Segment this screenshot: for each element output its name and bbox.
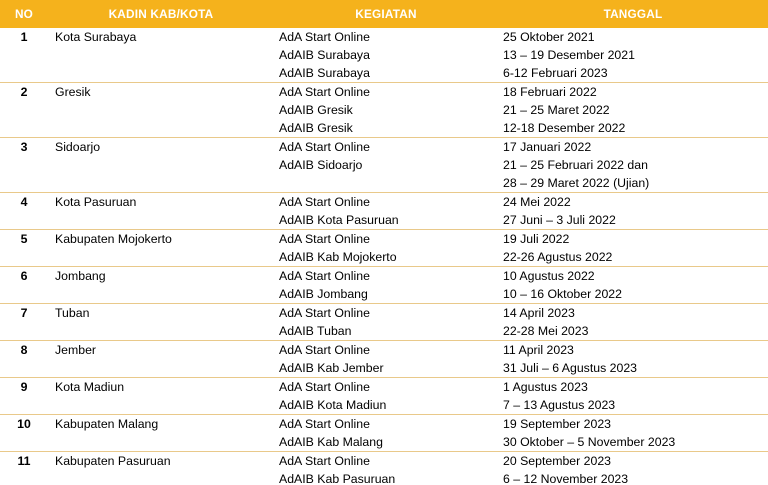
- cell-tanggal: 21 – 25 Februari 2022 dan: [503, 158, 648, 172]
- cell-kadin: [48, 211, 274, 230]
- table-row: [0, 28, 768, 46]
- cell-tanggal: 24 Mei 2022: [498, 193, 768, 212]
- cell-kadin: Kota Surabaya: [55, 30, 137, 44]
- table-row: [0, 322, 768, 341]
- cell-kegiatan: AdAIB Sidoarjo: [279, 158, 363, 172]
- cell-kadin: [48, 396, 274, 415]
- table-row: [0, 211, 768, 230]
- cell-kadin: Jombang: [48, 267, 274, 286]
- cell-kadin: [48, 64, 274, 83]
- cell-tanggal: 11 April 2023: [498, 341, 768, 360]
- cell-no: [0, 119, 48, 138]
- cell-no: [0, 211, 48, 230]
- cell-kadin: Gresik: [48, 83, 274, 102]
- cell-tanggal: 10 – 16 Oktober 2022: [503, 287, 622, 301]
- cell-kadin: [48, 101, 274, 119]
- cell-kegiatan: AdAIB Gresik: [279, 103, 353, 117]
- cell-kegiatan: AdAIB Kab Pasuruan: [279, 472, 396, 485]
- cell-kadin: [48, 285, 274, 304]
- cell-tanggal: 1 Agustus 2023: [498, 378, 768, 397]
- cell-no: [0, 64, 48, 83]
- cell-kegiatan: AdA Start Online: [274, 230, 498, 249]
- table-row: [0, 156, 768, 174]
- table-row: [0, 248, 768, 267]
- cell-tanggal: 28 – 29 Maret 2022 (Ujian): [503, 176, 650, 190]
- cell-kegiatan: [274, 174, 498, 193]
- table-row: [0, 193, 768, 212]
- cell-tanggal: 27 Juni – 3 Juli 2022: [503, 213, 616, 227]
- cell-tanggal: 18 Februari 2022: [498, 83, 768, 102]
- cell-no: 8: [0, 341, 48, 360]
- cell-tanggal: 20 September 2023: [498, 452, 768, 471]
- table-row: [0, 452, 768, 471]
- cell-kadin: [48, 322, 274, 341]
- cell-no: 7: [0, 304, 48, 323]
- cell-tanggal: 19 Juli 2022: [498, 230, 768, 249]
- cell-kegiatan: AdA Start Online: [274, 304, 498, 323]
- cell-tanggal: 22-26 Agustus 2022: [503, 250, 613, 264]
- cell-no: 2: [0, 83, 48, 102]
- cell-tanggal: 30 Oktober – 5 November 2023: [503, 435, 676, 449]
- cell-kadin: Kabupaten Malang: [48, 415, 274, 434]
- table-row: [0, 470, 768, 485]
- cell-no: [0, 359, 48, 378]
- cell-no: [0, 101, 48, 119]
- cell-kegiatan: AdAIB Kab Malang: [279, 435, 383, 449]
- table-row: [0, 119, 768, 138]
- cell-no: [0, 433, 48, 452]
- cell-tanggal: 31 Juli – 6 Agustus 2023: [503, 361, 637, 375]
- cell-tanggal: 12-18 Desember 2022: [503, 121, 626, 135]
- cell-tanggal: 7 – 13 Agustus 2023: [503, 398, 616, 412]
- cell-no: 9: [0, 378, 48, 397]
- cell-kegiatan: AdA Start Online: [274, 267, 498, 286]
- table-row: [0, 174, 768, 193]
- cell-kadin: Jember: [48, 341, 274, 360]
- cell-kadin: [48, 119, 274, 138]
- cell-kadin: Sidoarjo: [48, 138, 274, 157]
- cell-kadin: [48, 156, 274, 174]
- header-tanggal: TANGGAL: [498, 0, 768, 28]
- cell-tanggal: 19 September 2023: [498, 415, 768, 434]
- cell-no: 10: [0, 415, 48, 434]
- cell-tanggal: 14 April 2023: [498, 304, 768, 323]
- cell-kadin: Kabupaten Mojokerto: [48, 230, 274, 249]
- table-row: [0, 101, 768, 119]
- cell-kegiatan: AdA Start Online: [274, 378, 498, 397]
- cell-kegiatan: AdA Start Online: [274, 452, 498, 471]
- table-header-row: [0, 0, 768, 28]
- table-row: [0, 83, 768, 102]
- cell-kegiatan: AdAIB Kab Mojokerto: [279, 250, 397, 264]
- cell-no: [0, 174, 48, 193]
- table-row: [0, 138, 768, 157]
- cell-tanggal: 17 Januari 2022: [498, 138, 768, 157]
- table-row: [0, 378, 768, 397]
- cell-no: 1: [20, 30, 28, 44]
- cell-kadin: [48, 359, 274, 378]
- cell-no: [0, 248, 48, 267]
- cell-kegiatan: AdAIB Surabaya: [279, 66, 370, 80]
- cell-kegiatan: AdA Start Online: [274, 138, 498, 157]
- table-row: [0, 415, 768, 434]
- cell-no: [0, 322, 48, 341]
- cell-no: [0, 285, 48, 304]
- header-kegiatan: KEGIATAN: [274, 0, 498, 28]
- cell-kegiatan: AdA Start Online: [274, 83, 498, 102]
- cell-no: [0, 46, 48, 64]
- cell-no: 4: [0, 193, 48, 212]
- cell-kadin: Kota Madiun: [48, 378, 274, 397]
- cell-no: [0, 396, 48, 415]
- cell-kegiatan: AdA Start Online: [274, 415, 498, 434]
- cell-kadin: [48, 46, 274, 64]
- cell-kegiatan: AdAIB Kab Jember: [279, 361, 384, 375]
- cell-no: [0, 470, 48, 485]
- header-kadin: KADIN KAB/KOTA: [48, 0, 274, 28]
- cell-kadin: [48, 470, 274, 485]
- cell-kadin: [48, 433, 274, 452]
- cell-no: 6: [0, 267, 48, 286]
- cell-tanggal: 10 Agustus 2022: [498, 267, 768, 286]
- cell-kadin: Kota Pasuruan: [48, 193, 274, 212]
- cell-tanggal: 25 Oktober 2021: [503, 30, 595, 44]
- cell-kegiatan: AdA Start Online: [274, 193, 498, 212]
- cell-no: 11: [0, 452, 48, 471]
- table-row: [0, 433, 768, 452]
- table-row: [0, 46, 768, 64]
- cell-kadin: [48, 248, 274, 267]
- cell-tanggal: 21 – 25 Maret 2022: [503, 103, 610, 117]
- cell-tanggal: 6 – 12 November 2023: [503, 472, 629, 485]
- cell-kegiatan: AdAIB Jombang: [279, 287, 368, 301]
- cell-no: 5: [0, 230, 48, 249]
- table-row: [0, 64, 768, 83]
- cell-kegiatan: AdAIB Kota Pasuruan: [279, 213, 399, 227]
- cell-kegiatan: AdAIB Gresik: [279, 121, 353, 135]
- table-row: [0, 341, 768, 360]
- table-row: [0, 396, 768, 415]
- table-row: [0, 230, 768, 249]
- table-row: [0, 359, 768, 378]
- cell-kegiatan: AdAIB Kota Madiun: [279, 398, 387, 412]
- cell-kegiatan: AdA Start Online: [279, 30, 370, 44]
- cell-no: [0, 156, 48, 174]
- cell-kegiatan: AdAIB Tuban: [279, 324, 352, 338]
- cell-no: 3: [0, 138, 48, 157]
- cell-tanggal: 13 – 19 Desember 2021: [503, 48, 635, 62]
- table-row: [0, 285, 768, 304]
- table-row: [0, 267, 768, 286]
- cell-tanggal: 22-28 Mei 2023: [503, 324, 589, 338]
- cell-tanggal: 6-12 Februari 2023: [503, 66, 608, 80]
- cell-kegiatan: AdAIB Surabaya: [279, 48, 370, 62]
- table-body: [0, 28, 768, 485]
- header-no: NO: [0, 0, 48, 28]
- cell-kegiatan: AdA Start Online: [274, 341, 498, 360]
- cell-kadin: Tuban: [48, 304, 274, 323]
- cell-kadin: [48, 174, 274, 193]
- cell-kadin: Kabupaten Pasuruan: [48, 452, 274, 471]
- table-row: [0, 304, 768, 323]
